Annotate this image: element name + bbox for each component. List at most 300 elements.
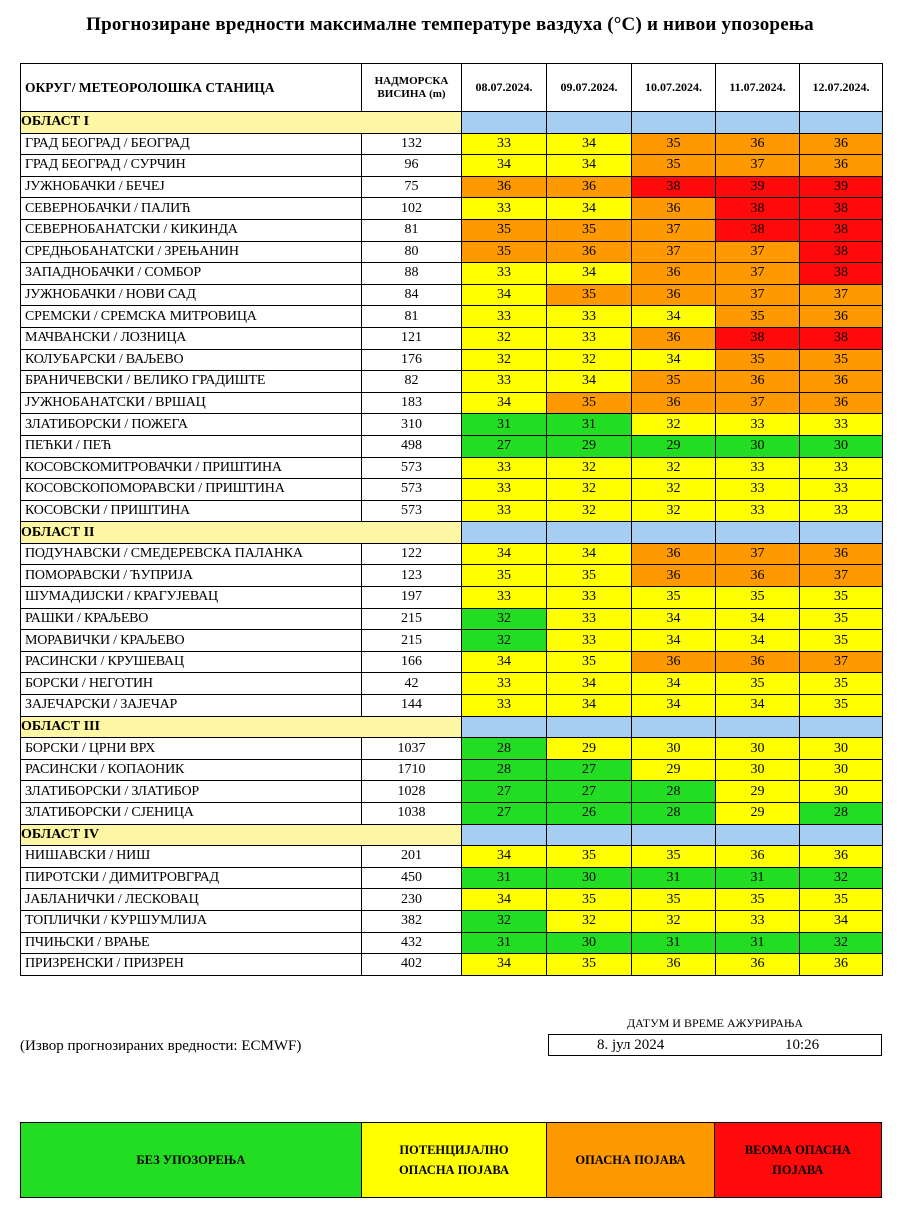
- temperature-cell: 35: [800, 608, 883, 630]
- temperature-cell: 30: [800, 738, 883, 760]
- station-name: СЕВЕРНОБАНАТСКИ / КИКИНДА: [21, 219, 362, 241]
- legend-item: [21, 1123, 362, 1197]
- station-elevation: 166: [362, 651, 462, 673]
- temperature-cell: 30: [800, 759, 883, 781]
- table-row: [21, 198, 883, 220]
- temperature-cell: 31: [547, 414, 632, 436]
- temperature-cell: 33: [716, 910, 800, 932]
- legend-label-line2: ОПАСНА ПОЈАВА: [398, 1163, 510, 1177]
- temperature-cell: 31: [632, 867, 716, 889]
- elevation-column-header: [362, 64, 462, 112]
- temperature-cell: 35: [716, 349, 800, 371]
- temperature-cell: 35: [547, 846, 632, 868]
- temperature-cell: 37: [716, 241, 800, 263]
- table-row: [21, 759, 883, 781]
- temperature-cell: 33: [716, 500, 800, 522]
- group-fill-cell: [632, 824, 716, 846]
- temperature-cell: 33: [800, 414, 883, 436]
- temperature-cell: 33: [716, 414, 800, 436]
- table-row: [21, 738, 883, 760]
- temperature-cell: 35: [547, 284, 632, 306]
- temperature-cell: 35: [632, 371, 716, 393]
- table-row: [21, 910, 883, 932]
- date-column-header: 11.07.2024.: [716, 64, 800, 112]
- station-name: ЗЛАТИБОРСКИ / ЗЛАТИБОР: [21, 781, 362, 803]
- temperature-cell: 33: [462, 695, 547, 717]
- temperature-cell: 30: [547, 932, 632, 954]
- station-elevation: 84: [362, 284, 462, 306]
- station-name: ТОПЛИЧКИ / КУРШУМЛИЈА: [21, 910, 362, 932]
- temperature-cell: 38: [716, 198, 800, 220]
- elevation-header-line2: ВИСИНА (m): [377, 87, 446, 100]
- temperature-cell: 38: [800, 263, 883, 285]
- station-elevation: 197: [362, 587, 462, 609]
- date-column-header: 09.07.2024.: [547, 64, 632, 112]
- temperature-cell: 32: [462, 910, 547, 932]
- legend-text: [575, 1150, 685, 1170]
- temperature-cell: 34: [716, 608, 800, 630]
- temperature-cell: 38: [800, 198, 883, 220]
- table-row: [21, 630, 883, 652]
- temperature-cell: 37: [716, 263, 800, 285]
- temperature-cell: 27: [462, 435, 547, 457]
- group-fill-cell: [800, 716, 883, 738]
- station-name: ЗЛАТИБОРСКИ / СЈЕНИЦА: [21, 803, 362, 825]
- temperature-cell: 36: [632, 543, 716, 565]
- temperature-cell: 34: [800, 910, 883, 932]
- table-row: [21, 176, 883, 198]
- temperature-cell: 28: [632, 803, 716, 825]
- temperature-cell: 33: [547, 587, 632, 609]
- table-row: [21, 284, 883, 306]
- station-name: КОСОВСКОПОМОРАВСКИ / ПРИШТИНА: [21, 479, 362, 501]
- temperature-cell: 31: [462, 414, 547, 436]
- legend-text: [136, 1150, 245, 1170]
- temperature-cell: 33: [800, 500, 883, 522]
- station-name: БОРСКИ / ЦРНИ ВРХ: [21, 738, 362, 760]
- temperature-cell: 36: [716, 846, 800, 868]
- temperature-cell: 38: [716, 219, 800, 241]
- temperature-cell: 34: [462, 284, 547, 306]
- temperature-cell: 34: [547, 133, 632, 155]
- temperature-cell: 35: [800, 587, 883, 609]
- station-elevation: 81: [362, 219, 462, 241]
- temperature-cell: 27: [547, 781, 632, 803]
- station-elevation: 498: [362, 435, 462, 457]
- temperature-cell: 39: [800, 176, 883, 198]
- station-name: КОСОВСКОМИТРОВАЧКИ / ПРИШТИНА: [21, 457, 362, 479]
- update-box: [548, 1034, 882, 1056]
- group-row: [21, 522, 883, 544]
- station-elevation: 215: [362, 630, 462, 652]
- table-row: [21, 327, 883, 349]
- temperature-cell: 34: [547, 543, 632, 565]
- temperature-cell: 32: [462, 327, 547, 349]
- temperature-cell: 36: [716, 565, 800, 587]
- legend-label-line2: ПОЈАВА: [772, 1163, 824, 1177]
- group-fill-cell: [462, 824, 547, 846]
- station-elevation: 144: [362, 695, 462, 717]
- temperature-cell: 38: [800, 219, 883, 241]
- temperature-cell: 33: [462, 133, 547, 155]
- temperature-cell: 33: [462, 457, 547, 479]
- station-elevation: 80: [362, 241, 462, 263]
- group-label: ОБЛАСТ IV: [21, 824, 462, 846]
- temperature-cell: 34: [547, 673, 632, 695]
- station-name: БРАНИЧЕВСКИ / ВЕЛИКО ГРАДИШТЕ: [21, 371, 362, 393]
- temperature-cell: 34: [462, 392, 547, 414]
- temperature-cell: 30: [716, 435, 800, 457]
- station-elevation: 310: [362, 414, 462, 436]
- station-name: РАСИНСКИ / КОПАОНИК: [21, 759, 362, 781]
- temperature-cell: 38: [716, 327, 800, 349]
- table-row: [21, 219, 883, 241]
- temperature-cell: 34: [462, 543, 547, 565]
- temperature-cell: 31: [716, 932, 800, 954]
- station-elevation: 450: [362, 867, 462, 889]
- temperature-cell: 33: [547, 630, 632, 652]
- table-row: [21, 695, 883, 717]
- legend-label-line1: ВЕОМА ОПАСНА: [744, 1143, 851, 1157]
- temperature-cell: 36: [800, 133, 883, 155]
- temperature-cell: 36: [800, 392, 883, 414]
- temperature-cell: 32: [462, 608, 547, 630]
- table-row: [21, 414, 883, 436]
- station-elevation: 1037: [362, 738, 462, 760]
- station-name: ЈУЖНОБАНАТСКИ / ВРШАЦ: [21, 392, 362, 414]
- group-fill-cell: [716, 824, 800, 846]
- legend-item: [362, 1123, 547, 1197]
- temperature-cell: 34: [462, 846, 547, 868]
- date-column-header: 12.07.2024.: [800, 64, 883, 112]
- station-elevation: 573: [362, 457, 462, 479]
- temperature-cell: 32: [547, 910, 632, 932]
- table-row: [21, 781, 883, 803]
- temperature-cell: 34: [632, 673, 716, 695]
- group-fill-cell: [462, 112, 547, 134]
- table-row: [21, 608, 883, 630]
- station-name: МОРАВИЧКИ / КРАЉЕВО: [21, 630, 362, 652]
- temperature-cell: 38: [800, 241, 883, 263]
- date-column-header: 08.07.2024.: [462, 64, 547, 112]
- legend-label-line1: ПОТЕНЦИЈАЛНО: [399, 1143, 509, 1157]
- station-name: РАСИНСКИ / КРУШЕВАЦ: [21, 651, 362, 673]
- table-row: [21, 457, 883, 479]
- page-title: Прогнозиране вредности максималне температуре ваздуха (°C) и нивои упозорења: [86, 14, 814, 35]
- station-elevation: 42: [362, 673, 462, 695]
- temperature-cell: 29: [716, 781, 800, 803]
- temperature-cell: 38: [632, 176, 716, 198]
- temperature-cell: 38: [800, 327, 883, 349]
- station-elevation: 1028: [362, 781, 462, 803]
- temperature-cell: 28: [462, 738, 547, 760]
- table-row: [21, 889, 883, 911]
- table-row: [21, 803, 883, 825]
- group-fill-cell: [462, 716, 547, 738]
- temperature-cell: 29: [547, 435, 632, 457]
- table-row: [21, 543, 883, 565]
- temperature-cell: 35: [632, 587, 716, 609]
- station-elevation: 183: [362, 392, 462, 414]
- temperature-cell: 35: [716, 889, 800, 911]
- station-name: КОСОВСКИ / ПРИШТИНА: [21, 500, 362, 522]
- table-row: [21, 565, 883, 587]
- station-elevation: 81: [362, 306, 462, 328]
- group-fill-cell: [800, 824, 883, 846]
- group-row: [21, 824, 883, 846]
- temperature-cell: 36: [632, 651, 716, 673]
- update-time: 10:26: [785, 1037, 820, 1053]
- temperature-cell: 33: [547, 327, 632, 349]
- table-row: [21, 587, 883, 609]
- temperature-cell: 30: [632, 738, 716, 760]
- station-elevation: 122: [362, 543, 462, 565]
- station-elevation: 123: [362, 565, 462, 587]
- temperature-cell: 28: [800, 803, 883, 825]
- station-name: ПРИЗРЕНСКИ / ПРИЗРЕН: [21, 954, 362, 976]
- group-label: ОБЛАСТ II: [21, 522, 462, 544]
- station-name: ГРАД БЕОГРАД / СУРЧИН: [21, 155, 362, 177]
- temperature-cell: 31: [462, 932, 547, 954]
- temperature-cell: 35: [800, 673, 883, 695]
- temperature-cell: 34: [632, 349, 716, 371]
- temperature-cell: 32: [547, 349, 632, 371]
- update-label: ДАТУМ И ВРЕМЕ АЖУРИРАЊА: [627, 1016, 803, 1030]
- temperature-cell: 27: [462, 781, 547, 803]
- temperature-cell: 30: [800, 435, 883, 457]
- group-fill-cell: [632, 112, 716, 134]
- group-row: [21, 716, 883, 738]
- temperature-cell: 36: [716, 133, 800, 155]
- temperature-cell: 35: [800, 889, 883, 911]
- station-name: ЈАБЛАНИЧКИ / ЛЕСКОВАЦ: [21, 889, 362, 911]
- station-elevation: 382: [362, 910, 462, 932]
- temperature-cell: 34: [716, 630, 800, 652]
- temperature-cell: 36: [632, 284, 716, 306]
- table-row: [21, 932, 883, 954]
- temperature-cell: 36: [632, 565, 716, 587]
- station-elevation: 176: [362, 349, 462, 371]
- temperature-cell: 33: [462, 587, 547, 609]
- group-row: [21, 112, 883, 134]
- temperature-cell: 32: [632, 910, 716, 932]
- group-fill-cell: [716, 112, 800, 134]
- legend-item: [547, 1123, 714, 1197]
- temperature-cell: 33: [800, 479, 883, 501]
- temperature-cell: 34: [716, 695, 800, 717]
- temperature-cell: 36: [800, 155, 883, 177]
- temperature-cell: 33: [716, 479, 800, 501]
- station-elevation: 201: [362, 846, 462, 868]
- station-elevation: 88: [362, 263, 462, 285]
- group-fill-cell: [632, 522, 716, 544]
- temperature-cell: 33: [462, 263, 547, 285]
- station-name: ПЕЋКИ / ПЕЋ: [21, 435, 362, 457]
- group-fill-cell: [716, 522, 800, 544]
- table-row: [21, 133, 883, 155]
- temperature-cell: 28: [462, 759, 547, 781]
- station-name: РАШКИ / КРАЉЕВО: [21, 608, 362, 630]
- temperature-cell: 31: [716, 867, 800, 889]
- station-elevation: 82: [362, 371, 462, 393]
- region-column-header: ОКРУГ/ МЕТЕОРОЛОШКА СТАНИЦА: [21, 64, 362, 112]
- temperature-cell: 34: [547, 198, 632, 220]
- temperature-cell: 34: [462, 954, 547, 976]
- station-name: СРЕДЊОБАНАТСКИ / ЗРЕЊАНИН: [21, 241, 362, 263]
- temperature-cell: 35: [547, 954, 632, 976]
- temperature-cell: 29: [632, 435, 716, 457]
- temperature-cell: 29: [716, 803, 800, 825]
- temperature-cell: 34: [462, 889, 547, 911]
- group-fill-cell: [462, 522, 547, 544]
- station-name: СЕВЕРНОБАЧКИ / ПАЛИЋ: [21, 198, 362, 220]
- station-elevation: 230: [362, 889, 462, 911]
- table-row: [21, 263, 883, 285]
- temperature-cell: 35: [800, 695, 883, 717]
- temperature-cell: 36: [800, 543, 883, 565]
- station-name: ЗЛАТИБОРСКИ / ПОЖЕГА: [21, 414, 362, 436]
- temperature-cell: 35: [462, 241, 547, 263]
- temperature-cell: 34: [632, 630, 716, 652]
- station-elevation: 132: [362, 133, 462, 155]
- temperature-cell: 32: [800, 867, 883, 889]
- station-name: ГРАД БЕОГРАД / БЕОГРАД: [21, 133, 362, 155]
- temperature-cell: 34: [547, 155, 632, 177]
- temperature-cell: 34: [462, 155, 547, 177]
- temperature-cell: 28: [632, 781, 716, 803]
- temperature-cell: 31: [462, 867, 547, 889]
- temperature-cell: 37: [716, 392, 800, 414]
- station-name: БОРСКИ / НЕГОТИН: [21, 673, 362, 695]
- temperature-cell: 35: [800, 630, 883, 652]
- temperature-cell: 35: [632, 155, 716, 177]
- station-name: СРЕМСКИ / СРЕМСКА МИТРОВИЦА: [21, 306, 362, 328]
- table-row: [21, 479, 883, 501]
- temperature-cell: 39: [716, 176, 800, 198]
- temperature-cell: 33: [462, 306, 547, 328]
- temperature-cell: 36: [632, 327, 716, 349]
- legend-label-line1: ОПАСНА ПОЈАВА: [575, 1153, 686, 1167]
- temperature-cell: 36: [716, 954, 800, 976]
- table-row: [21, 349, 883, 371]
- station-elevation: 102: [362, 198, 462, 220]
- temperature-cell: 35: [716, 587, 800, 609]
- temperature-cell: 33: [462, 479, 547, 501]
- temperature-cell: 32: [800, 932, 883, 954]
- temperature-cell: 30: [547, 867, 632, 889]
- group-fill-cell: [547, 112, 632, 134]
- temperature-cell: 32: [462, 630, 547, 652]
- temperature-cell: 36: [800, 846, 883, 868]
- station-name: ЗАПАДНОБАЧКИ / СОМБОР: [21, 263, 362, 285]
- table-row: [21, 155, 883, 177]
- temperature-cell: 32: [632, 500, 716, 522]
- temperature-cell: 37: [800, 651, 883, 673]
- temperature-cell: 37: [632, 219, 716, 241]
- station-name: ЗАЈЕЧАРСКИ / ЗАЈЕЧАР: [21, 695, 362, 717]
- table-row: [21, 306, 883, 328]
- temperature-cell: 30: [716, 738, 800, 760]
- temperature-cell: 37: [716, 543, 800, 565]
- table-row: [21, 371, 883, 393]
- temperature-cell: 35: [462, 565, 547, 587]
- station-elevation: 121: [362, 327, 462, 349]
- temperature-cell: 36: [547, 176, 632, 198]
- temperature-cell: 35: [716, 673, 800, 695]
- temperature-cell: 31: [632, 932, 716, 954]
- station-elevation: 1710: [362, 759, 462, 781]
- temperature-cell: 35: [632, 133, 716, 155]
- temperature-cell: 29: [632, 759, 716, 781]
- forecast-table: [20, 63, 883, 976]
- group-fill-cell: [547, 824, 632, 846]
- temperature-cell: 36: [632, 954, 716, 976]
- temperature-cell: 35: [800, 349, 883, 371]
- temperature-cell: 36: [800, 954, 883, 976]
- temperature-cell: 32: [547, 457, 632, 479]
- temperature-cell: 27: [547, 759, 632, 781]
- temperature-cell: 37: [800, 284, 883, 306]
- group-fill-cell: [800, 522, 883, 544]
- station-name: КОЛУБАРСКИ / ВАЉЕВО: [21, 349, 362, 371]
- group-fill-cell: [800, 112, 883, 134]
- temperature-cell: 37: [716, 155, 800, 177]
- temperature-cell: 36: [462, 176, 547, 198]
- temperature-cell: 37: [716, 284, 800, 306]
- legend-label-line1: БЕЗ УПОЗОРЕЊА: [136, 1153, 246, 1167]
- temperature-cell: 35: [716, 306, 800, 328]
- temperature-cell: 35: [547, 889, 632, 911]
- elevation-header-line1: НАДМОРСКА: [374, 74, 449, 87]
- temperature-cell: 36: [716, 651, 800, 673]
- date-column-header: 10.07.2024.: [632, 64, 716, 112]
- station-name: ЈУЖНОБАЧКИ / БЕЧЕЈ: [21, 176, 362, 198]
- temperature-cell: 34: [547, 695, 632, 717]
- temperature-cell: 35: [632, 846, 716, 868]
- table-row: [21, 500, 883, 522]
- group-fill-cell: [632, 716, 716, 738]
- temperature-cell: 36: [800, 306, 883, 328]
- temperature-cell: 36: [632, 392, 716, 414]
- station-elevation: 573: [362, 479, 462, 501]
- table-body: [21, 112, 883, 976]
- temperature-cell: 35: [547, 565, 632, 587]
- temperature-cell: 32: [632, 457, 716, 479]
- station-elevation: 432: [362, 932, 462, 954]
- station-elevation: 215: [362, 608, 462, 630]
- temperature-cell: 34: [632, 306, 716, 328]
- temperature-cell: 32: [462, 349, 547, 371]
- temperature-cell: 37: [632, 241, 716, 263]
- table-row: [21, 867, 883, 889]
- station-name: ПОДУНАВСКИ / СМЕДЕРЕВСКА ПАЛАНКА: [21, 543, 362, 565]
- station-elevation: 1038: [362, 803, 462, 825]
- table-row: [21, 435, 883, 457]
- station-name: ШУМАДИЈСКИ / КРАГУЈЕВАЦ: [21, 587, 362, 609]
- group-fill-cell: [547, 522, 632, 544]
- group-label: ОБЛАСТ III: [21, 716, 462, 738]
- source-note: (Извор прогнозираних вредности: ECMWF): [20, 1038, 302, 1054]
- temperature-cell: 34: [632, 608, 716, 630]
- temperature-cell: 32: [547, 479, 632, 501]
- update-date: 8. јул 2024: [597, 1037, 665, 1053]
- station-name: ПОМОРАВСКИ / ЋУПРИЈА: [21, 565, 362, 587]
- temperature-cell: 34: [547, 263, 632, 285]
- temperature-cell: 36: [547, 241, 632, 263]
- table-row: [21, 954, 883, 976]
- temperature-cell: 32: [632, 414, 716, 436]
- table-row: [21, 673, 883, 695]
